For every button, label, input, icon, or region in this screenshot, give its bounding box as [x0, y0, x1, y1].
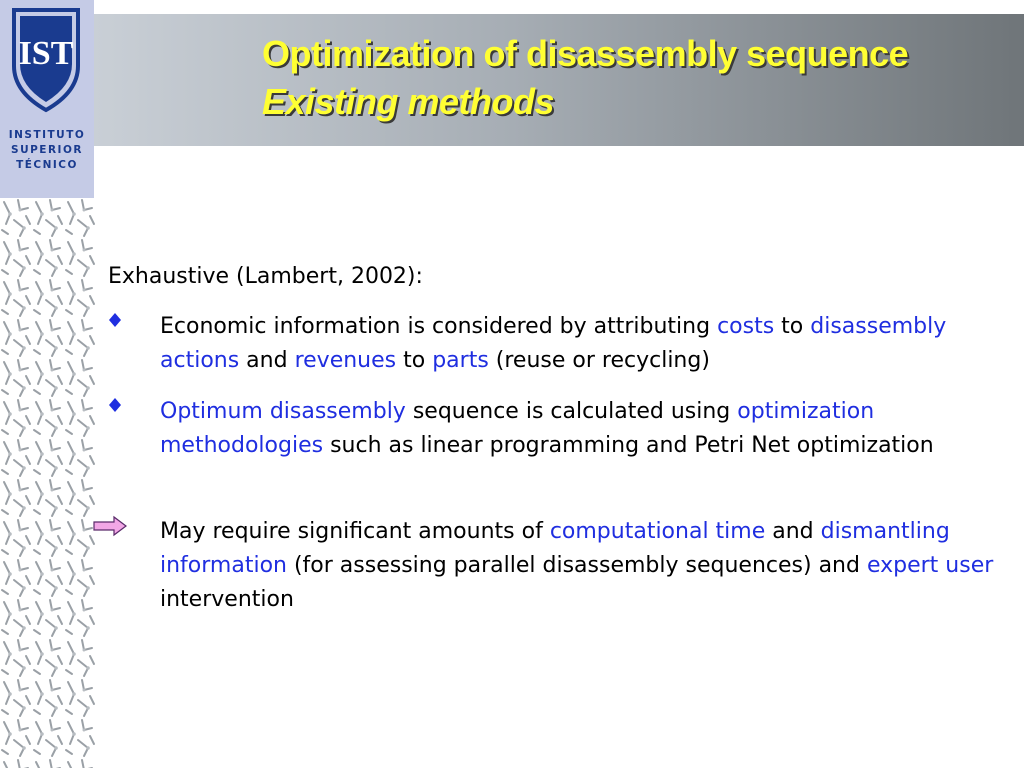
text-segment: such as linear programming and Petri Net optimization	[323, 433, 934, 458]
diamond-bullet-icon	[104, 395, 126, 417]
diamond-bullet-icon	[104, 310, 126, 332]
text-segment: and	[239, 348, 295, 373]
highlight-disassembly-actions: disassembly actions	[160, 314, 947, 373]
highlight-optimum-disassembly: Optimum disassembly	[160, 399, 406, 424]
intro-text: Exhaustive (Lambert, 2002):	[108, 264, 423, 289]
bullet-item-1	[160, 310, 1000, 378]
arrow-bullet-icon	[92, 515, 128, 537]
bullet-2-text	[160, 399, 934, 458]
bullet-item-2	[160, 395, 1000, 463]
logo-monogram: IST	[18, 35, 74, 72]
highlight-expert-user: expert user	[866, 553, 994, 578]
logo-line-1: INSTITUTO	[8, 129, 86, 141]
highlight-costs: costs	[717, 314, 775, 339]
slide-subtitle: Existing methods	[262, 81, 555, 122]
text-segment: and	[765, 519, 821, 544]
text-segment: sequence is calculated using	[405, 399, 738, 424]
bullet-3-text	[160, 519, 993, 612]
text-segment: Economic information is considered by attributing	[160, 314, 718, 339]
highlight-computational-time: computational time	[549, 519, 766, 544]
highlight-parts: parts	[432, 348, 489, 373]
text-segment: intervention	[160, 587, 294, 612]
decorative-pattern-strip	[0, 198, 96, 768]
highlight-dismantling-information: dismantling information	[160, 519, 950, 578]
text-segment: (reuse or recycling)	[488, 348, 710, 373]
slide-title-line-1: Optimization of disassembly sequence	[262, 33, 909, 74]
logo-wordmark	[0, 128, 94, 173]
pattern-icon	[0, 198, 96, 768]
text-segment: to	[396, 348, 433, 373]
text-segment: May require significant amounts of	[160, 519, 550, 544]
text-segment: to	[774, 314, 811, 339]
bullet-1-text	[160, 314, 946, 373]
logo-line-3: TÉCNICO	[16, 159, 78, 171]
highlight-revenues: revenues	[294, 348, 397, 373]
ist-shield-logo	[8, 6, 84, 114]
text-segment: (for assessing parallel disassembly sequences) and	[286, 553, 867, 578]
institution-logo	[0, 0, 94, 198]
bullet-item-3	[160, 515, 1000, 617]
logo-line-2: SUPERIOR	[11, 144, 83, 156]
slide-title	[262, 30, 1002, 126]
highlight-optimization-methodologies: optimization methodologies	[160, 399, 875, 458]
